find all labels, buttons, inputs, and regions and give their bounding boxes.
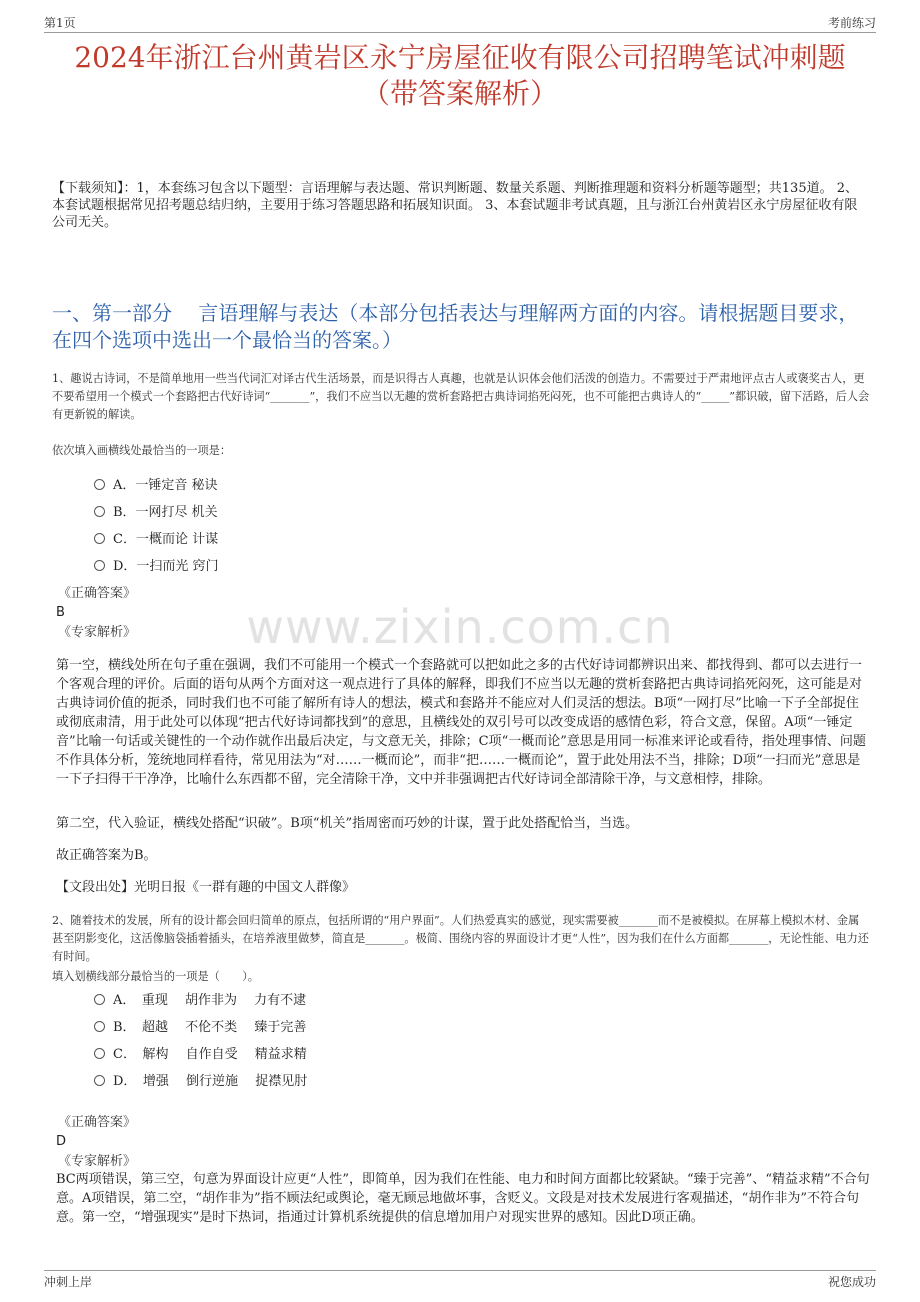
q2-answer-label: 《正确答案》 [58, 1115, 137, 1130]
q1-source: 【文段出处】光明日报《一群有趣的中国文人群像》 [56, 880, 356, 895]
q1-analysis-label: 《专家解析》 [58, 625, 137, 640]
page-header [44, 14, 876, 33]
q1-stem: 1、趣说古诗词，不是简单地用一些当代词汇对译古代生活场景，而是识得古人真趣，也就是认识体会他们活泼的创造力。不需要过于严肃地评点古人或褒奖古人，更不要希望用一个模式一个套路把古代好诗词“_______”，我们不应当以无趣的赏析套路把古典诗词掐死闷死，也不可能把古典诗人的“_____”都识破，留下活路，后人会有更新锐的解读。 [52, 372, 870, 421]
footer-right: 祝您成功 [827, 1275, 876, 1289]
page-footer [44, 1270, 876, 1291]
title-line-2: （带答案解析） [361, 77, 558, 110]
download-notice: 【下载须知】：1，本套练习包含以下题型：言语理解与表达题、常识判断题、数量关系题、判断推理题和资料分析题等题型；共135道。 2、本套试题根据常见招考题总结归纳，主要用于练习答题思路和拓展知识面。 3、本套试题非考试真题，且与浙江台州黄岩区永宁房屋征收有限公司无关。 [52, 181, 858, 230]
q2-stem: 2、随着技术的发展，所有的设计都会回归简单的原点，包括所谓的“用户界面”。人们热爱真实的感觉，现实需要被_______而不是被模拟。在屏幕上模拟木材、金属甚至阴影变化，这活像脑袋插着插头，在培养液里做梦，简直是_______。极简、围绕内容的界面设计才更“人性”，因为我们在什么方面都_______，无论性能、电力还有时间。 [52, 914, 869, 963]
radio-icon[interactable] [94, 479, 105, 490]
radio-icon[interactable] [94, 1075, 105, 1086]
document-title [44, 40, 876, 112]
q1-option-d[interactable]: D．一扫而光 窍门 [94, 558, 219, 576]
q2-option-a[interactable]: A． 重现 胡作非为 力有不逮 [94, 992, 306, 1010]
q2-answer: D [56, 1134, 67, 1149]
q2-analysis-paragraph-1: BC两项错误，第三空，句意为界面设计应更“人性”，即简单，因为我们在性能、电力和时间方面都比较紧缺。“臻于完善”、“精益求精”不合句意。A项错误，第二空，“胡作非为”指不顾法纪或舆论，毫无顾忌地做坏事，含贬义。文段是对技术发展进行客观描述，“胡作非为”不符合句意。第一空，“增强现实”是时下热词，指通过计算机系统提供的信息增加用户对现实世界的感知。因此D项正确。 [56, 1172, 870, 1225]
q1-prompt: 依次填入画横线处最恰当的一项是： [52, 444, 232, 457]
q1-answer: B [56, 605, 65, 620]
q2-prompt: 填入划横线部分最恰当的一项是（ ）。 [52, 970, 259, 983]
q2-option-c[interactable]: C． 解构 自作自受 精益求精 [94, 1046, 307, 1064]
q1-analysis-paragraph-2: 第二空，代入验证，横线处搭配“识破”。B项“机关”指周密而巧妙的计谋，置于此处搭配恰当，当选。 [56, 816, 639, 831]
q2-analysis-label: 《专家解析》 [58, 1154, 137, 1169]
radio-icon[interactable] [94, 994, 105, 1005]
footer-left: 冲刺上岸 [44, 1275, 93, 1289]
radio-icon[interactable] [94, 560, 105, 571]
radio-icon[interactable] [94, 506, 105, 517]
radio-icon[interactable] [94, 1048, 105, 1059]
q1-option-b[interactable]: B．一网打尽 机关 [94, 504, 218, 522]
radio-icon[interactable] [94, 533, 105, 544]
q1-conclusion: 故正确答案为B。 [56, 848, 157, 863]
q2-option-d[interactable]: D． 增强 倒行逆施 捉襟见肘 [94, 1073, 307, 1091]
q1-option-a[interactable]: A．一锤定音 秘诀 [94, 477, 218, 495]
title-line-1: 2024年浙江台州黄岩区永宁房屋征收有限公司招聘笔试冲刺题 [74, 41, 846, 74]
page-number: 第1页 [44, 16, 76, 30]
radio-icon[interactable] [94, 1021, 105, 1032]
q1-analysis-paragraph-1: 第一空，横线处所在句子重在强调，我们不可能用一个模式一个套路就可以把如此之多的古代好诗词都辨识出来、都找得到、都可以去进行一个客观合理的评价。后面的语句从两个方面对这一观点进行了具体的解释，即我们不应当以无趣的赏析套路把古典诗词掐死闷死，这可能是对古典诗词价值的扼杀，同时我们也不可能了解所有诗人的想法，模式和套路并不能应对人们灵活的想法。B项“一网打尽”比喻一下子全部捉住或彻底肃清，用于此处可以体现“把古代好诗词都找到”的意思，且横线处的双引号可以改变成语的感情色彩，符合文意，保留。A项“一锤定音”比喻一句话或关键性的一个动作就作出最后决定，与文意无关，排除；C项“一概而论”意思是用同一标准来评论或看待，指处理事情、问题不作具体分析，笼统地同样看待，常见用法为“对……一概而论”，而非“把……一概而论”，置于此处用法不当，排除；D项“一扫而光”意思是一下子扫得干干净净，比喻什么东西都不留，完全清除干净，文中并非强调把古代好诗词全部清除干净，与文意相悖，排除。 [56, 658, 866, 787]
section-heading: 一、第一部分 言语理解与表达（本部分包括表达与理解两方面的内容。请根据题目要求，在四个选项中选出一个最恰当的答案。） [52, 301, 859, 352]
header-tag: 考前练习 [827, 16, 876, 30]
q1-answer-label: 《正确答案》 [58, 586, 137, 601]
watermark: www.zixin.com.cn [246, 600, 674, 654]
q2-option-b[interactable]: B． 超越 不伦不类 臻于完善 [94, 1019, 306, 1037]
q1-option-c[interactable]: C．一概而论 计谋 [94, 531, 218, 549]
